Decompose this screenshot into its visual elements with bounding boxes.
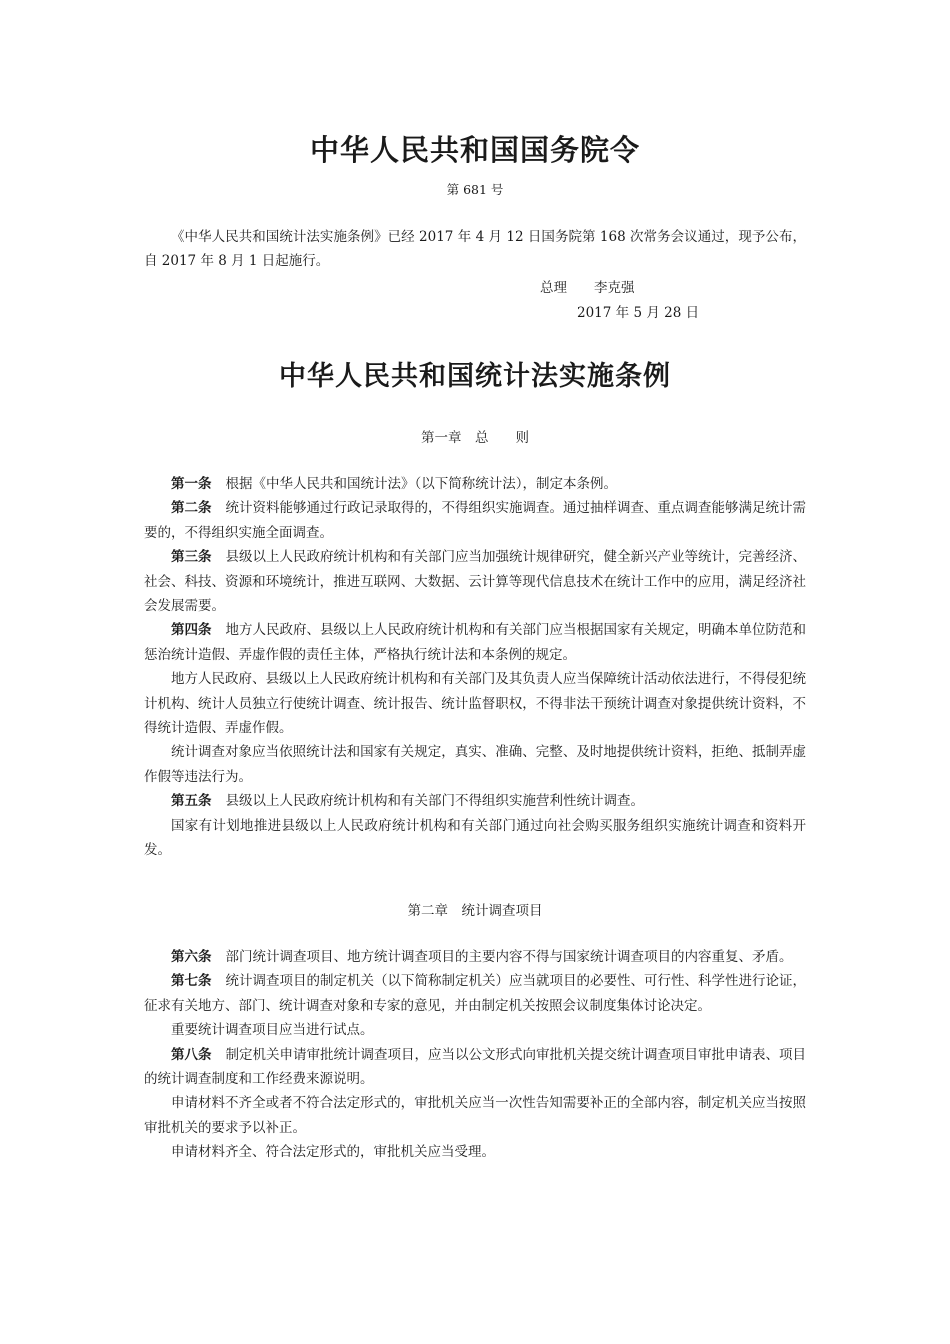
decree-number: 第 681 号 [446, 182, 504, 197]
article-sub-paragraph [144, 667, 806, 740]
article-paragraph [144, 969, 806, 1018]
article-paragraph [144, 1043, 806, 1092]
article-number: 第七条 [171, 973, 212, 990]
article-text: 根据《中华人民共和国统计法》（以下简称统计法），制定本条例。 [225, 476, 617, 492]
decree-paragraph: 《中华人民共和国统计法实施条例》已经 2017 年 4 月 12 日国务院第 168 次常务会议通过，现予公布，自 2017 年 8 月 1 日起施行。 [144, 229, 806, 270]
article-sub-paragraph [144, 740, 806, 789]
article-paragraph [144, 945, 806, 969]
article-text: 县级以上人民政府统计机构和有关部门不得组织实施营利性统计调查。 [225, 793, 644, 810]
article-number: 第五条 [171, 793, 212, 810]
article-text: 部门统计调查项目、地方统计调查项目的主要内容不得与国家统计调查项目的内容重复、矛盾。 [225, 949, 793, 965]
article-text: 统计调查项目的制定机关（以下简称制定机关）应当就项目的必要性、可行性、科学性进行论证，征求有关地方、部门、统计调查对象和专家的意见，并由制定机关按照会议制度集体讨论决定。 [144, 973, 806, 1014]
decree-date: 2017 年 5 月 28 日 [577, 305, 700, 321]
article-text: 申请材料齐全、符合法定形式的，审批机关应当受理。 [171, 1144, 495, 1161]
article-text: 地方人民政府、县级以上人民政府统计机构和有关部门应当根据国家有关规定，明确本单位防范和惩治统计造假、弄虚作假的责任主体，严格执行统计法和本条例的规定。 [144, 622, 806, 663]
article-number: 第三条 [171, 549, 212, 566]
article-paragraph [144, 496, 806, 545]
article-sub-paragraph [144, 1140, 806, 1164]
article-sub-paragraph [144, 1018, 806, 1042]
article-text: 统计调查对象应当依照统计法和国家有关规定，真实、准确、完整、及时地提供统计资料，拒绝、抵制弄虚作假等违法行为。 [144, 744, 806, 785]
article-number: 第四条 [171, 622, 212, 639]
chapter-2-body [144, 945, 806, 1165]
decree-body [144, 225, 806, 274]
article-paragraph [144, 545, 806, 618]
article-number: 第八条 [171, 1046, 212, 1063]
article-text: 县级以上人民政府统计机构和有关部门应当加强统计规律研究，健全新兴产业等统计，完善经济、社会、科技、资源和环境统计，推进互联网、大数据、云计算等现代信息技术在统计工作中的应用，满足经济社会发展需要。 [144, 549, 806, 615]
decree-signer: 总理 李克强 [540, 280, 635, 296]
chapter-heading: 第一章 总 则 [421, 430, 529, 446]
chapter-heading: 第二章 统计调查项目 [407, 903, 543, 919]
article-number: 第一条 [171, 476, 212, 492]
article-paragraph [144, 789, 806, 813]
article-sub-paragraph [144, 1091, 806, 1140]
article-text: 重要统计调查项目应当进行试点。 [171, 1022, 374, 1039]
decree-title: 中华人民共和国国务院令 [309, 133, 640, 167]
chapter-1-body [144, 472, 806, 863]
article-text: 申请材料不齐全或者不符合法定形式的，审批机关应当一次性告知需要补正的全部内容，制定机关应当按照审批机关的要求予以补正。 [144, 1095, 806, 1136]
article-text: 地方人民政府、县级以上人民政府统计机构和有关部门及其负责人应当保障统计活动依法进行，不得侵犯统计机构、统计人员独立行使统计调查、统计报告、统计监督职权，不得非法干预统计调查对象提供统计资料，不得统计造假、弄虚作假。 [144, 671, 806, 737]
article-number: 第二条 [171, 500, 212, 517]
regulation-title: 中华人民共和国统计法实施条例 [279, 361, 671, 392]
article-paragraph [144, 618, 806, 667]
article-text: 统计资料能够通过行政记录取得的，不得组织实施调查。通过抽样调查、重点调查能够满足统计需要的，不得组织实施全面调查。 [144, 500, 806, 541]
article-text: 制定机关申请审批统计调查项目，应当以公文形式向审批机关提交统计调查项目审批申请表、项目的统计调查制度和工作经费来源说明。 [144, 1046, 806, 1088]
article-paragraph [144, 472, 806, 496]
article-number: 第六条 [171, 949, 212, 965]
article-sub-paragraph [144, 814, 806, 863]
article-text: 国家有计划地推进县级以上人民政府统计机构和有关部门通过向社会购买服务组织实施统计调查和资料开发。 [144, 817, 806, 859]
